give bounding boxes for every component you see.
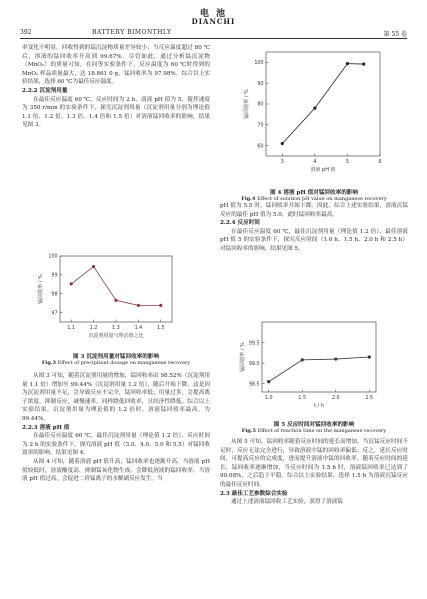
data-point xyxy=(301,358,304,361)
paragraph: 率变化不明显，回收得到的锰沉淀物质量差异较小；当反应温度超过 80 ℃后，溶液的锰回收率升高到 99.67%。尽管如此，通过分析锰沉淀物（MnO₂）的质量可知，在同等实验条件下，反应温度为 60 ℃时得到的 MnO₂ 样品质量最大，达 18.861 0 g，锰回收率为 97.98%。综合以上实验结果，选择 60 ℃为最佳反应温度。 xyxy=(22,45,210,86)
y-tick-label: 60 xyxy=(257,144,264,150)
y-tick-label: 98.5 xyxy=(248,382,260,388)
x-tick-label: 4 xyxy=(313,160,317,165)
running-header xyxy=(20,28,407,39)
figure-caption: 图 3 沉淀剂用量对锰回收率的影响 xyxy=(72,354,160,360)
data-point xyxy=(114,299,117,302)
figure-caption-en xyxy=(220,428,408,434)
paragraph: 在最佳反应温度 60 ℃，最佳沉淀剂用量（理论值 1.2 倍）、最佳溶液 pH 值 5 的实验条件下，探究反应时间（1.0 h、1.5 h、2.0 h 和 2.5 h）对锰回收率的影响，结果见图 5。 xyxy=(220,228,408,252)
figure-3 xyxy=(22,248,210,366)
y-tick-label: 99.0 xyxy=(248,361,260,367)
figure-label: Fig.4 xyxy=(241,196,256,202)
y-tick-label: 99.5 xyxy=(248,341,260,347)
x-tick-label: 2.0 xyxy=(331,396,340,401)
figure-caption: 图 5 反应时间对锰回收率的影响 xyxy=(273,422,355,428)
plot-frame xyxy=(266,52,380,156)
x-tick-label: 2.5 xyxy=(365,396,374,401)
x-axis-label: t / h xyxy=(314,403,324,409)
x-tick-label: 3 xyxy=(280,160,284,165)
paragraph: 在最佳反应温度 60 ℃、反应时间为 2 h、溶液 pH 值为 5、搅拌速度为 350 r/min 的实验条件下，探究沉淀剂用量（沉淀剂用量分别为理论值 1.1 倍、1.2 倍、1.3 倍、1.4 倍和 1.5 倍）对溶液锰回收率的影响，结果见图 3。 xyxy=(22,96,210,129)
data-point xyxy=(334,357,337,360)
x-tick-label: 1.2 xyxy=(89,326,98,331)
x-tick-label: 5 xyxy=(345,160,349,165)
right-column-lower xyxy=(220,438,408,507)
figure-caption-en xyxy=(22,360,210,366)
volume-label: 第 55 卷 xyxy=(383,31,407,38)
chart-fig3 xyxy=(22,248,210,348)
section-heading: 2.2.4 反应时间 xyxy=(220,220,260,227)
x-axis-label: 溶液 pH 值 xyxy=(310,167,336,173)
y-tick-label: 98 xyxy=(51,292,58,298)
section-heading: 2.3 最佳工艺参数综合实验 xyxy=(220,490,288,497)
figure-5 xyxy=(220,314,408,434)
figure-label: Fig.5 xyxy=(241,428,256,434)
y-tick-label: 70 xyxy=(257,123,264,129)
right-column xyxy=(220,202,408,254)
y-tick-label: 80 xyxy=(257,102,264,108)
paragraph: 在最佳反应温度 60 ℃，最佳沉淀剂用量（理论值 1.2 倍）、反应时间为 2 h 的实验条件下，探究溶液 pH 值（3.0、4.0、5.0 和 5.5）对锰回收效率的影响，结果见图 4。 xyxy=(22,433,210,457)
x-tick-label: 1.1 xyxy=(67,326,76,331)
x-tick-label: 6 xyxy=(378,160,382,165)
y-tick-label: 100 xyxy=(48,254,58,260)
left-column-lower xyxy=(22,372,210,484)
chart-fig5 xyxy=(220,314,408,416)
paragraph: 从图 3 可知，随着沉淀剂用量的增加，锰回收率由 98.52%（沉淀剂用量 1.1 倍）增加至 99.44%（沉淀剂用量 1.2 倍），随后开始下降。这是因为沉淀剂用量不足，会导致反应不完全，锰回收率低；用量过多，会提高离子浓度，抑制反应，减慢速率，同样降低回收率，且经济性降低。综合以上实验结果，沉淀剂用量为理论值的 1.2 倍时，溶液锰回收率最高，为 99.44%。 xyxy=(22,373,210,422)
y-axis-label: 锰回收率 / % xyxy=(244,89,250,119)
plot-frame xyxy=(60,256,172,322)
data-point xyxy=(137,304,140,307)
section-heading: 2.2.3 溶液 pH 值 xyxy=(22,424,70,431)
figure-caption-text: Effect of precipitant dosage on manganese recovery xyxy=(57,360,191,366)
data-point xyxy=(362,62,365,65)
y-tick-label: 99 xyxy=(51,273,58,279)
journal-title-pinyin: DIANCHI xyxy=(191,17,236,26)
x-axis-label: 沉淀剂用量与理论值之比 xyxy=(88,333,144,339)
data-point xyxy=(159,304,162,307)
plot-frame xyxy=(262,322,376,392)
paragraph: pH 值为 5.5 时，锰回收率开始下降。因此，综合上述实验结果，溶液沉锰反应的最佳 pH 值为 5.0，此时锰回收率最高。 xyxy=(220,203,408,218)
y-tick-label: 90 xyxy=(257,81,264,87)
journal-name: BATTERY BIMONTHLY xyxy=(92,29,172,36)
data-point xyxy=(368,355,371,358)
series-line xyxy=(282,64,363,144)
figure-caption-text: Effect of reaction time on the manganese recovery xyxy=(257,428,387,434)
left-column xyxy=(22,44,210,130)
x-tick-label: 1.5 xyxy=(156,326,165,331)
data-point xyxy=(281,142,284,145)
y-tick-label: 100 xyxy=(254,61,264,67)
series-line xyxy=(269,357,370,382)
data-point xyxy=(267,380,270,383)
data-point xyxy=(313,107,316,110)
data-point xyxy=(92,265,95,268)
figure-4 xyxy=(220,44,408,202)
section-heading: 2.2.2 沉淀剂用量 xyxy=(22,87,68,94)
figure-caption-text: Effect of solution pH value on manganese recovery xyxy=(257,196,387,202)
figure-caption: 图 4 溶液 pH 值对锰回收率的影响 xyxy=(269,190,358,196)
paragraph: 通过上述溶液锰回收工艺实验，获得了溶液锰 xyxy=(231,499,343,506)
paragraph: 从图 5 可知，锰回收率随着反应时间的延长而增加。当沉锰反应时间不足时，反应无法完全进行，导致溶液中锰的回收率偏低；反之，延长反应时间，可提高反应的完成度，进而提升溶液中锰的回收率。随着反应时间的延长，锰回收率逐渐增加，当反应时间为 1.5 h 时，溶液锰回收率已达到了 99.08%，之后趋于平稳。综合以上实验结果，选择 1.5 h 为溶液沉锰反应的最佳反应时间。 xyxy=(220,439,408,488)
x-tick-label: 1.0 xyxy=(264,396,273,401)
data-point xyxy=(70,282,73,285)
x-tick-label: 1.3 xyxy=(112,326,120,331)
figure-label: Fig.3 xyxy=(41,360,57,366)
data-point xyxy=(346,62,349,65)
x-tick-label: 1.5 xyxy=(298,396,307,401)
journal-title: 电 池 xyxy=(199,9,228,19)
y-axis-label: 锰回收率 / % xyxy=(38,274,44,304)
y-axis-label: 锰回收率 / % xyxy=(240,342,246,372)
x-tick-label: 1.4 xyxy=(134,326,143,331)
y-tick-label: 97 xyxy=(51,311,58,317)
page-number: 392 xyxy=(20,29,32,36)
paragraph: 从图 4 可知，随着溶液 pH 值升高，锰回收率也逐渐升高。当溶液 pH 值较低时，溶液酸度高，抑制锰氧化物生成，会降低溶液的锰回收率。当溶液 pH 值过高，会促进二价锰离子的水解副反应发生。当 xyxy=(22,458,210,483)
chart-fig4 xyxy=(220,44,408,184)
